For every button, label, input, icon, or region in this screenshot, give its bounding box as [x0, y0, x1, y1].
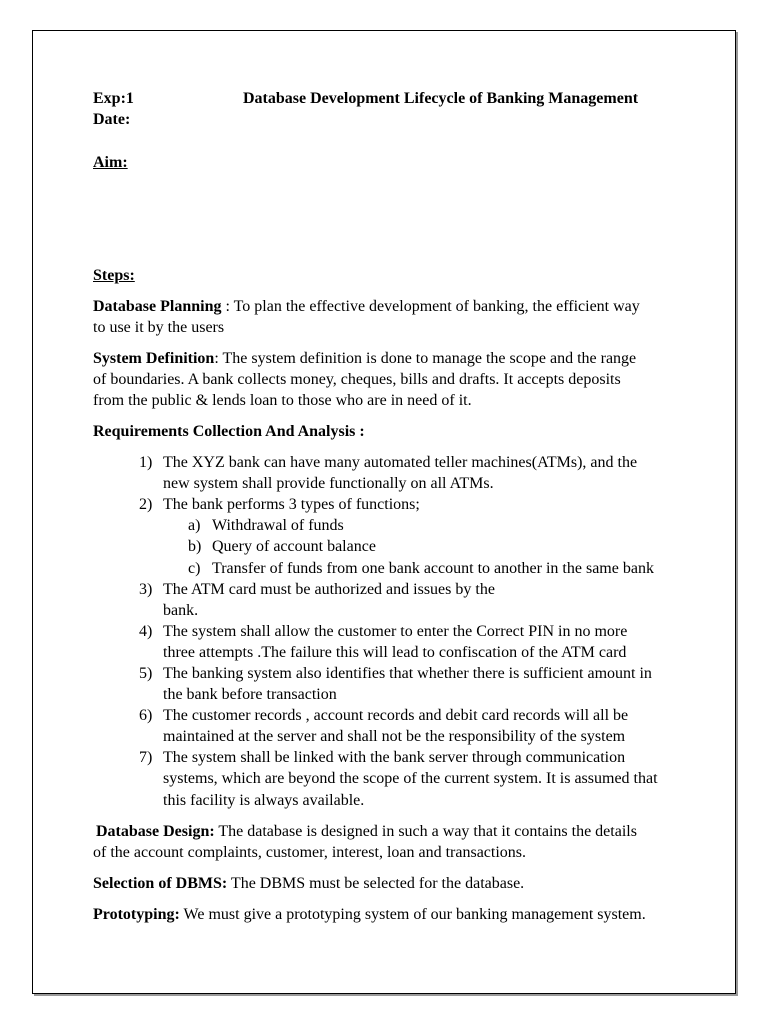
planning-paragraph-line1: [93, 296, 640, 317]
system-definition-line1: [93, 348, 636, 369]
sublist-item: Transfer of funds from one bank account to another in the same bank: [212, 560, 654, 577]
selection-text: The DBMS must be selected for the database.: [227, 875, 525, 892]
database-design-label: Database Design:: [96, 823, 215, 840]
prototyping-paragraph: [93, 904, 646, 925]
planning-text-1: : To plan the effective development of banking, the efficient way: [221, 298, 640, 315]
list-item: The system shall be linked with the bank server through communication: [163, 749, 626, 766]
list-item-continued: three attempts .The failure this will lead to confiscation of the ATM card: [163, 644, 627, 661]
prototyping-label: Prototyping:: [93, 906, 180, 923]
list-number: 4): [139, 623, 153, 640]
list-item: The XYZ bank can have many automated teller machines(ATMs), and the: [163, 454, 638, 471]
list-item: The banking system also identifies that whether there is sufficient amount in: [163, 665, 652, 682]
experiment-number: Exp:1: [93, 90, 134, 107]
system-definition-label: System Definition: [93, 350, 215, 367]
database-design-text-1: The database is designed in such a way that it contains the details: [214, 823, 637, 840]
page-title: Database Development Lifecycle of Banking Management: [243, 90, 639, 107]
system-definition-text-3: from the public & lends loan to those who are in need of it.: [93, 392, 472, 409]
list-item-continued: bank.: [163, 602, 199, 619]
database-design-line1: [96, 821, 637, 842]
sublist-letter: b): [188, 538, 202, 555]
list-item: The ATM card must be authorized and issues by the: [163, 581, 495, 598]
selection-label: Selection of DBMS:: [93, 875, 228, 892]
selection-paragraph: [93, 873, 524, 894]
planning-text-2: to use it by the users: [93, 319, 225, 336]
sublist-letter: a): [188, 517, 201, 534]
list-item: The system shall allow the customer to enter the Correct PIN in no more: [163, 623, 628, 640]
list-item: The customer records , account records and debit card records will all be: [163, 707, 629, 724]
list-number: 1): [139, 454, 153, 471]
steps-heading: Steps:: [93, 267, 135, 284]
system-definition-text-1: : The system definition is done to manage the scope and the range: [214, 350, 637, 367]
requirements-heading: Requirements Collection And Analysis :: [93, 423, 365, 440]
sublist-item: Query of account balance: [212, 538, 376, 555]
system-definition-text-2: of boundaries. A bank collects money, cheques, bills and drafts. It accepts deposits: [93, 371, 621, 388]
list-number: 5): [139, 665, 153, 682]
prototyping-text: We must give a prototyping system of our banking management system.: [179, 906, 646, 923]
list-number: 3): [139, 581, 153, 598]
database-design-text-2: of the account complaints, customer, interest, loan and transactions.: [93, 844, 527, 861]
list-item: The bank performs 3 types of functions;: [163, 496, 420, 513]
aim-heading: Aim:: [93, 154, 128, 171]
sublist-item: Withdrawal of funds: [212, 517, 344, 534]
list-item-continued: new system shall provide functionally on all ATMs.: [163, 475, 494, 492]
list-number: 2): [139, 496, 153, 513]
list-item-continued: maintained at the server and shall not be the responsibility of the system: [163, 728, 626, 745]
date-label: Date:: [93, 111, 131, 128]
sublist-letter: c): [188, 560, 201, 577]
list-item-continued: the bank before transaction: [163, 686, 337, 703]
planning-label: Database Planning: [93, 298, 222, 315]
list-item-continued: systems, which are beyond the scope of the current system. It is assumed that: [163, 770, 658, 787]
list-item-continued: this facility is always available.: [163, 792, 365, 809]
list-number: 6): [139, 707, 153, 724]
list-number: 7): [139, 749, 153, 766]
